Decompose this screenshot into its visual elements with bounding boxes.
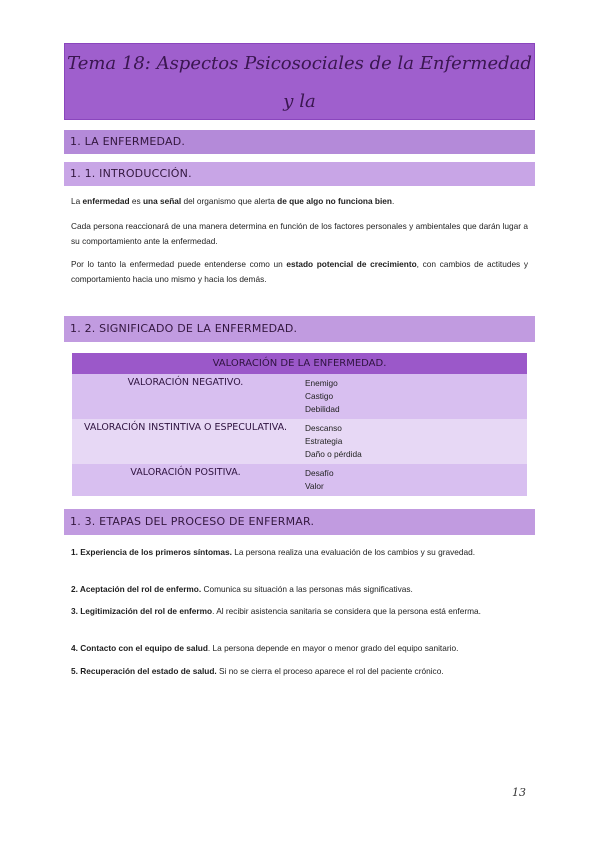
row-items xyxy=(299,464,527,496)
list-item: Daño o pérdida xyxy=(305,449,362,459)
section-heading-significado: 1. 2. SIGNIFICADO DE LA ENFERMEDAD. xyxy=(64,316,535,342)
section-heading-introduccion: 1. 1. INTRODUCCIÓN. xyxy=(64,162,535,186)
table-row xyxy=(72,374,527,419)
title-line-1: Tema 18: Aspectos Psicosociales de la Enfermedad y la xyxy=(67,53,532,112)
list-item: Valor xyxy=(305,481,324,491)
table-header: VALORACIÓN DE LA ENFERMEDAD. xyxy=(72,353,527,374)
step-4: 4. Contacto con el equipo de salud. La persona depende en mayor o menor grado del equipo sanitario. xyxy=(71,643,459,653)
list-item: Debilidad xyxy=(305,404,340,414)
section-heading-enfermedad: 1. LA ENFERMEDAD. xyxy=(64,130,535,154)
paragraph-intro-1: La enfermedad es una señal del organismo que alerta de que algo no funciona bien. xyxy=(71,196,395,206)
row-label: VALORACIÓN NEGATIVO. xyxy=(72,374,299,419)
page-number: 13 xyxy=(512,786,526,799)
row-label: VALORACIÓN POSITIVA. xyxy=(72,464,299,496)
step-5: 5. Recuperación del estado de salud. Si no se cierra el proceso aparece el rol del paciente crónico. xyxy=(71,666,444,676)
list-item: Desafío xyxy=(305,468,334,478)
row-items xyxy=(299,374,527,419)
list-item: Enemigo xyxy=(305,378,338,388)
list-item: Castigo xyxy=(305,391,334,401)
paragraph-intro-2: Cada persona reaccionará de una manera determina en función de los factores personales y ambientales que darán lugar a su comportamiento ante la enfermedad. xyxy=(71,221,528,246)
row-items xyxy=(299,419,527,464)
list-item: Descanso xyxy=(305,423,342,433)
step-2: 2. Aceptación del rol de enfermo. Comunica su situación a las personas más significativas. xyxy=(71,584,413,594)
step-3: 3. Legitimización del rol de enfermo. Al recibir asistencia sanitaria se considera que la persona está enferma. xyxy=(71,606,481,616)
document-title xyxy=(64,43,535,120)
table-row xyxy=(72,464,527,496)
row-label: VALORACIÓN INSTINTIVA O ESPECULATIVA. xyxy=(72,419,299,464)
list-item: Estrategia xyxy=(305,436,343,446)
valoracion-table xyxy=(72,353,527,496)
section-heading-etapas: 1. 3. ETAPAS DEL PROCESO DE ENFERMAR. xyxy=(64,509,535,535)
step-1: 1. Experiencia de los primeros síntomas. La persona realiza una evaluación de los cambios y su gravedad. xyxy=(71,547,476,557)
table-row xyxy=(72,419,527,464)
paragraph-intro-3: Por lo tanto la enfermedad puede entenderse como un estado potencial de crecimiento, con cambios de actitudes y comportamiento hacia uno mismo y hacia los demás. xyxy=(71,259,528,284)
